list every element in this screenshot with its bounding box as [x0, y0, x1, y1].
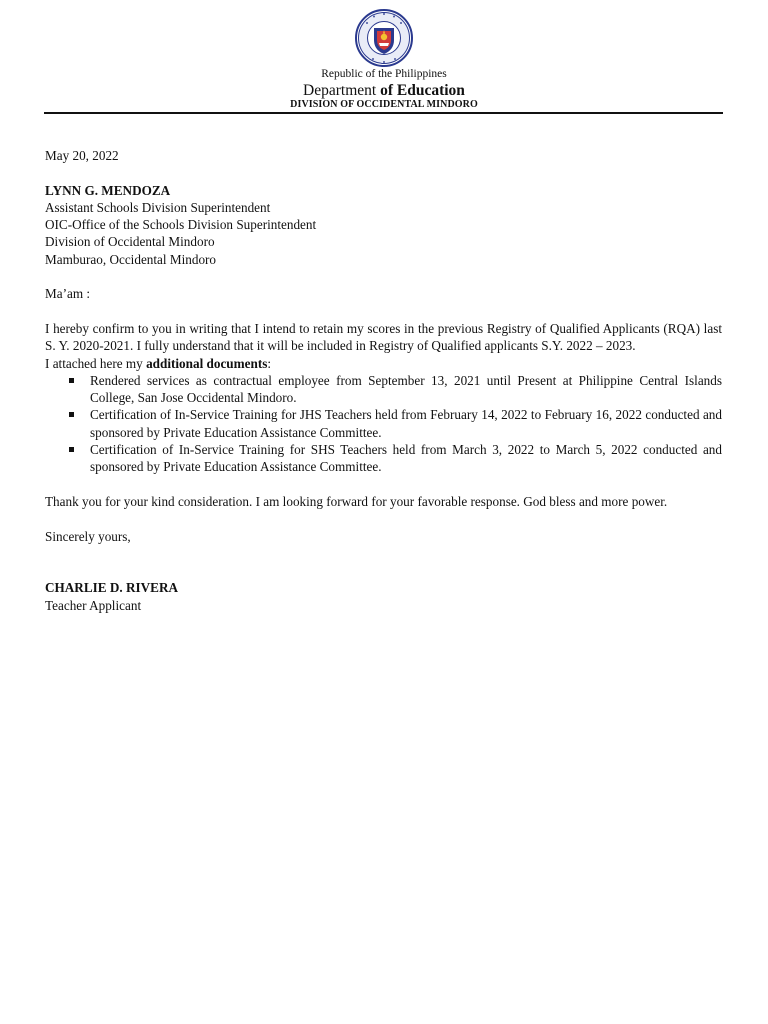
attachment-intro-text: I attached here my [45, 355, 147, 371]
bullet-icon [69, 447, 74, 452]
bullet-icon [69, 412, 74, 417]
closing: Sincerely yours, [45, 528, 131, 544]
department-heading [0, 82, 768, 100]
bullet-icon [69, 378, 74, 383]
attachment-intro-colon: : [267, 355, 272, 371]
recipient-line: OIC-Office of the Schools Division Superintendent [45, 217, 317, 233]
closing-paragraph: Thank you for your kind consideration. I am looking forward for your favorable response. God bless and more power. [45, 493, 668, 509]
list-item [90, 372, 722, 407]
department-heading-prefix: Department [303, 82, 381, 99]
deped-seal-icon [350, 8, 418, 68]
signatory-title: Teacher Applicant [45, 597, 142, 613]
letter-date: May 20, 2022 [45, 148, 119, 163]
signatory-name: CHARLIE D. RIVERA [45, 580, 178, 596]
recipient-name: LYNN G. MENDOZA [45, 182, 171, 198]
division-heading: DIVISION OF OCCIDENTAL MINDORO [290, 99, 478, 110]
list-item [90, 406, 722, 441]
attachment-intro-bold: additional documents [146, 355, 268, 371]
letter-body [45, 147, 722, 614]
letterhead-divider [44, 112, 723, 114]
list-item [90, 441, 722, 476]
republic-heading: Republic of the Philippines [321, 68, 447, 80]
recipient-line: Mamburao, Occidental Mindoro [45, 251, 217, 267]
body-paragraph: I hereby confirm to you in writing that I intend to retain my scores in the previous Registry of Qualified Applicants (RQA) last S. Y. 2020-2021. I fully understand that it will be included in Registry of Qualified applicants S.Y. 2022 – 2023. [45, 320, 722, 354]
salutation: Ma’am : [45, 286, 91, 302]
list-item-text: Rendered services as contractual employee from September 13, 2021 until Present at Philippine Central Islands College, San Jose Occidental Mindoro. [90, 372, 722, 406]
recipient-line: Division of Occidental Mindoro [45, 234, 215, 250]
department-heading-suffix: of Education [380, 82, 465, 99]
attachment-intro [45, 355, 722, 372]
recipient-line: Assistant Schools Division Superintendent [45, 199, 271, 215]
list-item-text: Certification of In-Service Training for SHS Teachers held from March 3, 2022 to March 5, 2022 conducted and sponsored by Private Education Assistance Committee. [90, 442, 722, 475]
attachment-list [45, 372, 722, 476]
list-item-text: Certification of In-Service Training for JHS Teachers held from February 14, 2022 to February 16, 2022 conducted and sponsored by Private Education Assistance Committee. [90, 407, 722, 440]
